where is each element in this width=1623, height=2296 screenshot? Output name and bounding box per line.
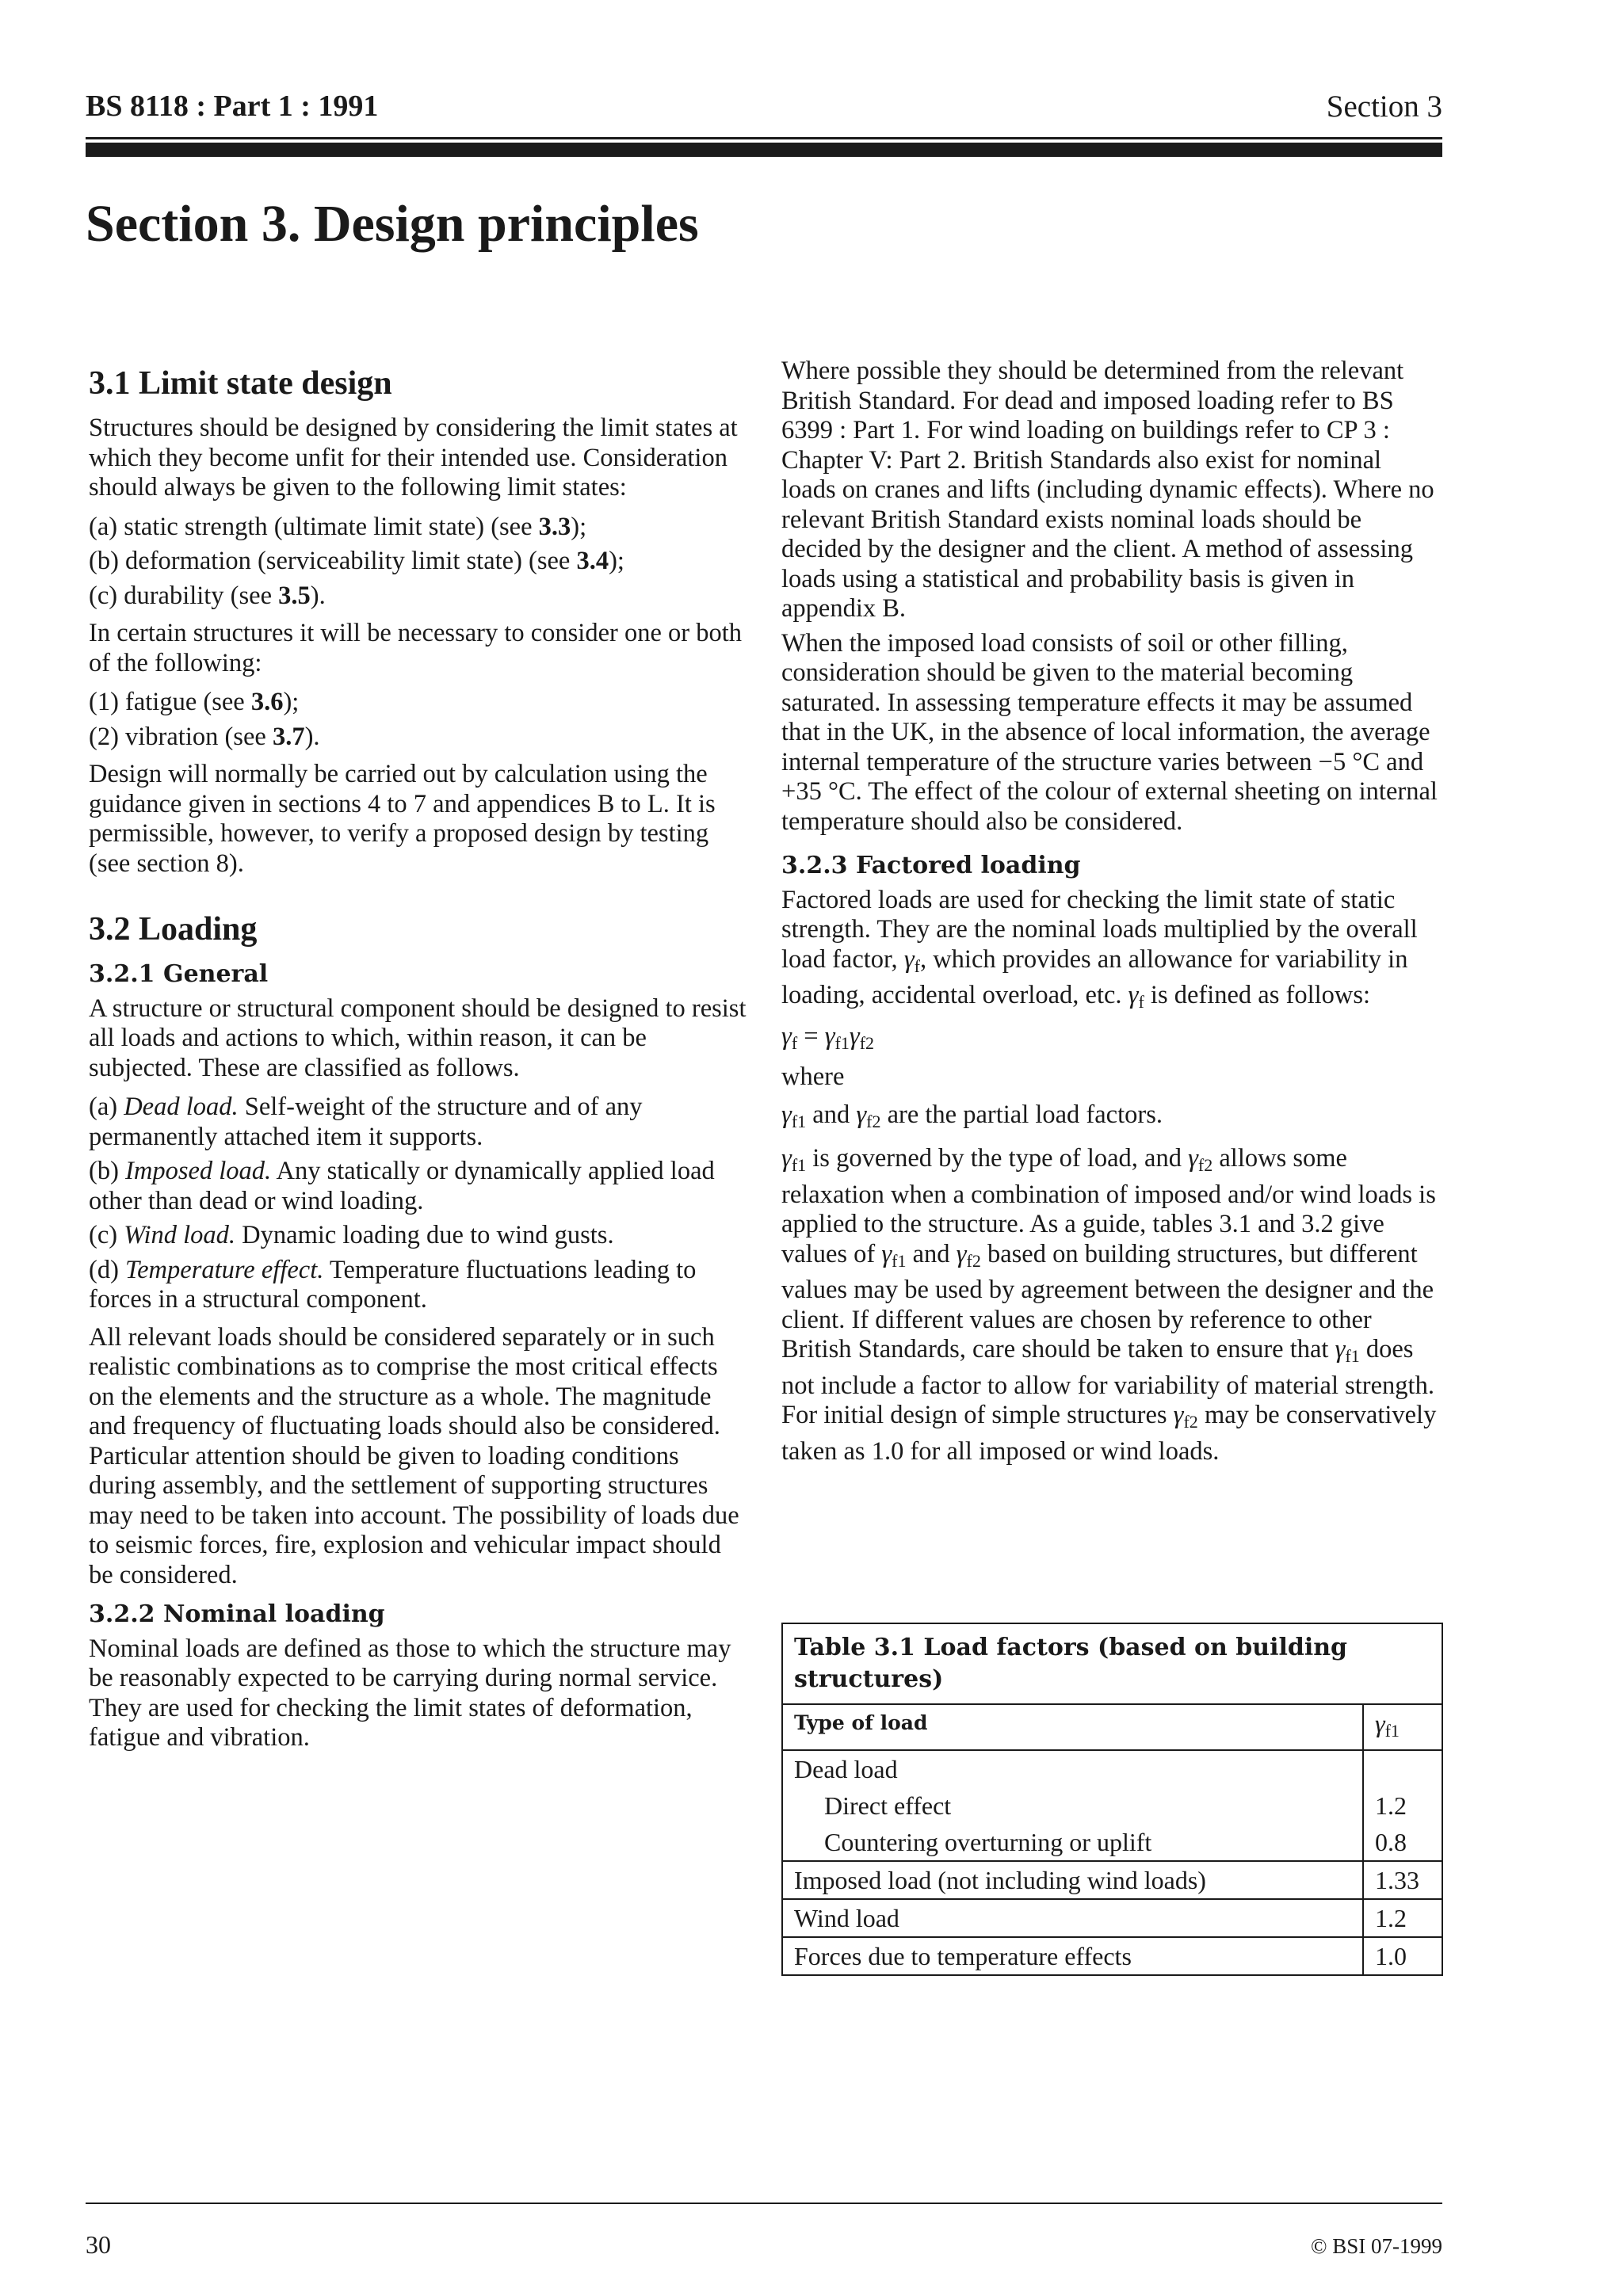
limit-states-list bbox=[89, 513, 748, 612]
para-3-1-design: Design will normally be carried out by calculation using the guidance given in sections 4 to 7 and appendices B to L. It is permissible, however, to verify a proposed design by testing (see section 8). bbox=[89, 760, 716, 878]
table-row: Forces due to temperature effects 1.0 bbox=[782, 1937, 1442, 1975]
list-item: (b) Imposed load. Any statically or dynamically applied load other than dead or wind loading. bbox=[89, 1157, 715, 1215]
heading-3-2: 3.2 Loading bbox=[89, 911, 258, 948]
list-item: (c) Wind load. Dynamic loading due to wind gusts. bbox=[89, 1221, 614, 1249]
para-3-1-certain: In certain structures it will be necessary to consider one or both of the following: bbox=[89, 619, 742, 677]
right-column bbox=[781, 357, 1441, 1471]
para-partial-factors: $\gamma_{f1}$ and $\gamma_{f2}$ are the partial load factors. bbox=[781, 1100, 1163, 1131]
list-item: (c) durability (see 3.5). bbox=[89, 581, 326, 610]
list-item: (1) fatigue (see 3.6); bbox=[89, 688, 300, 716]
header-doc-ref: BS 8118 : Part 1 : 1991 bbox=[86, 90, 379, 123]
header-rule-thin bbox=[86, 137, 1442, 139]
where-label: where bbox=[781, 1062, 845, 1091]
load-types-list bbox=[89, 1093, 748, 1315]
header-section-ref: Section 3 bbox=[1326, 90, 1442, 124]
header-rule-thick bbox=[86, 143, 1442, 157]
para-3-1-intro: Structures should be designed by considering the limit states at which they become unfit for their intended use. Consideration should always be given to the following limit states: bbox=[89, 414, 738, 502]
page-number: 30 bbox=[86, 2230, 111, 2259]
para-3-2-2-nominal: Nominal loads are defined as those to which the structure may be reasonably expected to be carrying during normal service. They are used for checking the limit states of deformation, fatigue and vibration. bbox=[89, 1634, 731, 1752]
formula-gamma-f: $\gamma_f = \gamma_{f1}\gamma_{f2}$ bbox=[781, 1021, 875, 1053]
heading-3-2-3: 3.2.3 Factored loading bbox=[781, 852, 1081, 879]
table-row: Direct effect 1.2 bbox=[782, 1787, 1442, 1824]
list-item: (a) Dead load. Self-weight of the structure and of any permanently attached item it supports. bbox=[89, 1093, 643, 1151]
para-governed: $\gamma_{f1}$ is governed by the type of load, and $\gamma_{f2}$ allows some relaxation when a combination of imposed and/or wind loads is applied to the structure. As a guide, tables 3.1 and 3.2 give values of $\gamma_{f1}$ and $\gamma_{f2}$ based on building structures, but different values may be used by agreement between the designer and the client. If different values are chosen by reference to other British Standards, care should be taken to ensure that $\gamma_{f1}$ does not include a factor to allow for variability of material strength. For initial design of simple structures $\gamma_{f2}$ may be conservatively taken as 1.0 for all imposed or wind loads. bbox=[781, 1144, 1437, 1466]
footer-rule bbox=[86, 2203, 1442, 2204]
table-row: Countering overturning or uplift 0.8 bbox=[782, 1824, 1442, 1861]
para-3-2-2-sources: Where possible they should be determined from the relevant British Standard. For dead and imposed loading refer to BS 6399 : Part 1. For wind loading on buildings refer to CP 3 : Chapter V: Part 2. British Standards also exist for nominal loads on cranes and lifts (including dynamic effects). Where no relevant British Standard exists nominal loads should be decided by the designer and the client. A method of assessing loads using a statistical and probability basis is given in appendix B. bbox=[781, 357, 1434, 623]
list-item: (2) vibration (see 3.7). bbox=[89, 722, 320, 751]
list-item: (b) deformation (serviceability limit state) (see 3.4); bbox=[89, 547, 624, 575]
table-3-1 bbox=[781, 1623, 1443, 1976]
list-item: (d) Temperature effect. Temperature fluctuations leading to forces in a structural component. bbox=[89, 1255, 697, 1314]
list-item: (a) static strength (ultimate limit state) (see 3.3); bbox=[89, 512, 587, 541]
para-3-2-2-imposed: When the imposed load consists of soil or other filling, consideration should be given to the material becoming saturated. In assessing temperature effects it may be assumed that in the UK, in the absence of local information, the average internal temperature of the structure varies between −5 °C and +35 °C. The effect of the colour of external sheeting on internal temperature should also be considered. bbox=[781, 628, 1438, 836]
table-row: Imposed load (not including wind loads) 1.33 bbox=[782, 1861, 1442, 1899]
heading-3-1: 3.1 Limit state design bbox=[89, 365, 392, 402]
table-row: Dead load bbox=[782, 1750, 1442, 1787]
para-3-2-1-intro: A structure or structural component should be designed to resist all loads and actions to which, within reason, it can be subjected. These are classified as follows. bbox=[89, 994, 747, 1082]
heading-3-2-1: 3.2.1 General bbox=[89, 960, 269, 988]
para-3-2-1-relevant: All relevant loads should be considered separately or in such realistic combinations as to comprise the most critical effects on the elements and the structure as a whole. The magnitude and frequency of fluctuating loads should also be considered. Particular attention should be given to loading conditions during assembly, and the settlement of supporting structures may need to be taken into account. The possibility of loads due to seismic forces, fire, explosion and vehicular impact should be considered. bbox=[89, 1322, 739, 1589]
table-row: Wind load 1.2 bbox=[782, 1899, 1442, 1937]
table-caption: Table 3.1 Load factors (based on building structures) bbox=[782, 1623, 1442, 1704]
table-header-gamma: $\gamma_{f1}$ bbox=[1363, 1704, 1442, 1750]
page-title: Section 3. Design principles bbox=[86, 195, 699, 253]
para-3-2-3-factored: Factored loads are used for checking the limit state of static strength. They are the nominal loads multiplied by the overall load factor, $\gamma_f$, which provides an allowance for variability in loading, accidental overload, etc. $\gamma_f$ is defined as follows: bbox=[781, 885, 1418, 1012]
left-column bbox=[89, 357, 748, 1758]
heading-3-2-2: 3.2.2 Nominal loading bbox=[89, 1600, 385, 1628]
additional-states-list bbox=[89, 688, 748, 752]
copyright: © BSI 07-1999 bbox=[1310, 2234, 1442, 2258]
table-header-type: Type of load bbox=[782, 1704, 1363, 1750]
